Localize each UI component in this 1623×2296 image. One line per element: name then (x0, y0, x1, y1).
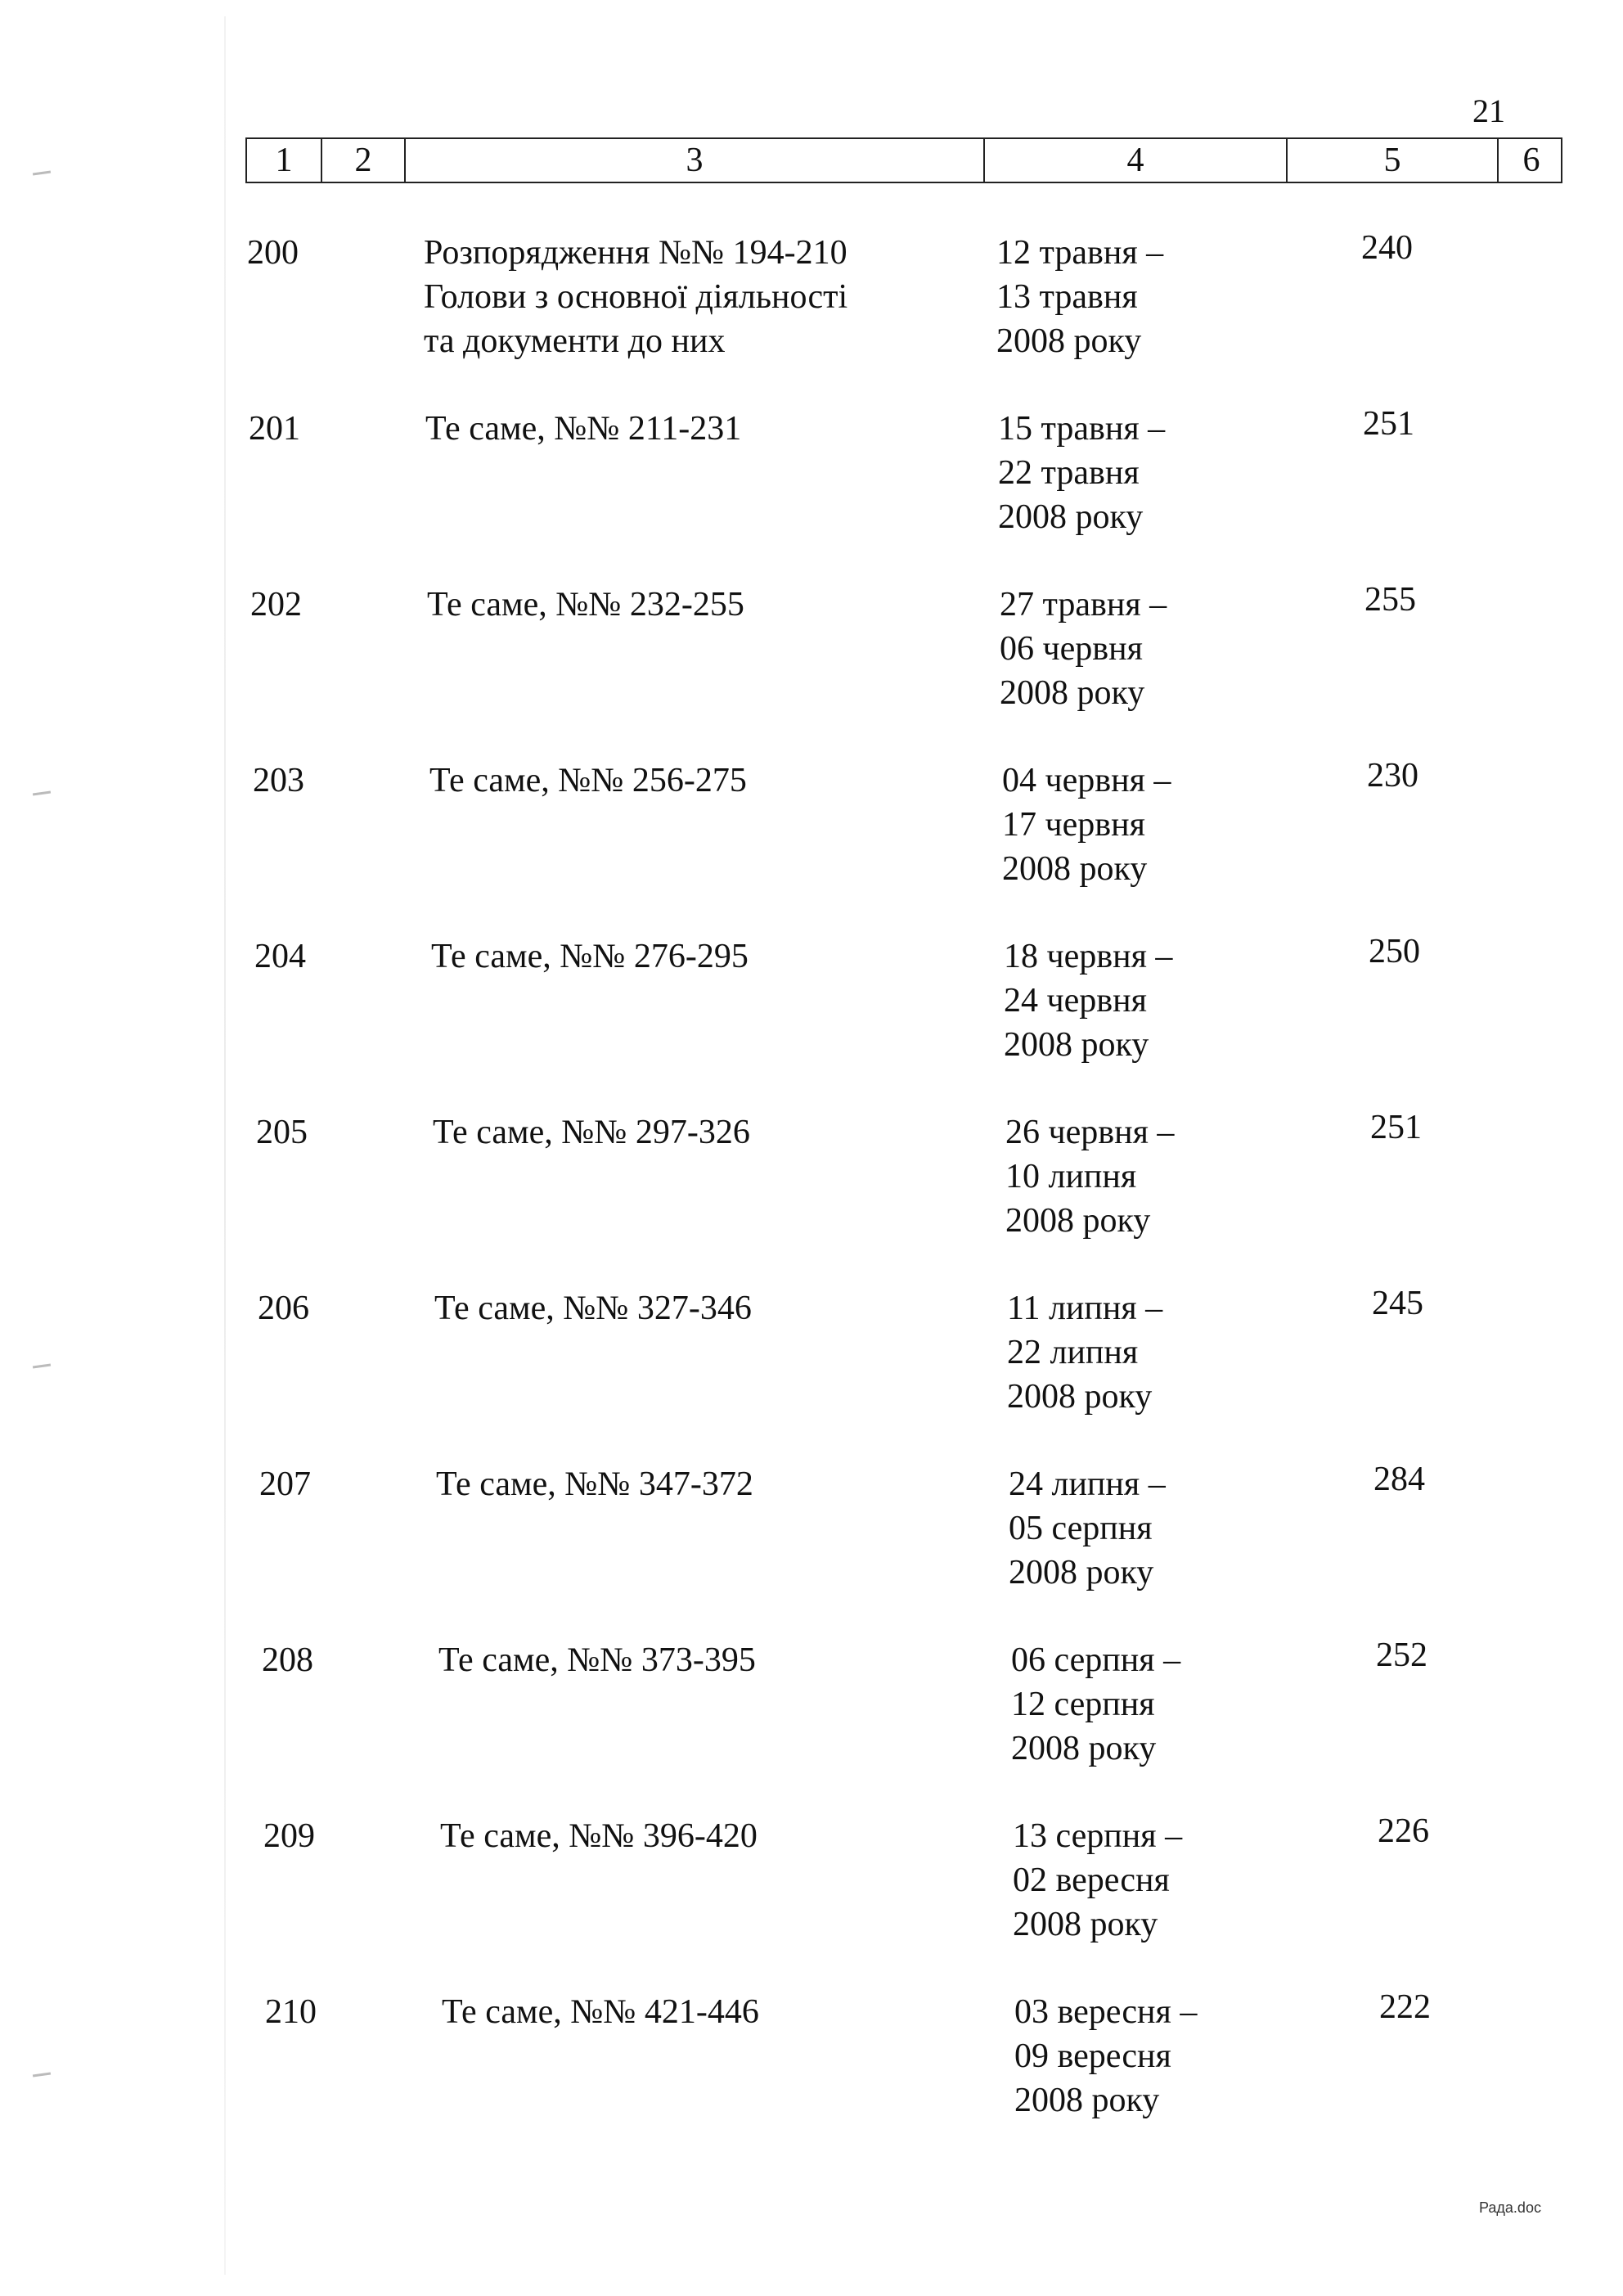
record-number: 203 (253, 762, 304, 799)
description-line: Те саме, №№ 297-326 (433, 1114, 750, 1151)
date-line: 2008 року (1004, 1026, 1149, 1064)
date-line: 24 липня – (1009, 1465, 1166, 1503)
record-number: 206 (258, 1290, 309, 1327)
record-page-count: 252 (1376, 1636, 1427, 1674)
record-date-range (1014, 1990, 1197, 2123)
record-number: 200 (247, 234, 299, 272)
record-date-range (996, 231, 1163, 363)
description-line: Голови з основної діяльності (424, 278, 848, 316)
date-line: 17 червня (1002, 806, 1145, 844)
record-description (427, 583, 744, 627)
page-number: 21 (1472, 92, 1505, 129)
description-line: та документи до них (424, 322, 726, 360)
table-row (0, 407, 1623, 579)
table-row (0, 583, 1623, 754)
record-description (438, 1638, 756, 1682)
record-number: 209 (263, 1817, 315, 1855)
record-date-range (1009, 1462, 1166, 1595)
record-description (442, 1990, 759, 2034)
header-col-5: 5 (1383, 142, 1401, 179)
date-line: 2008 року (1013, 1906, 1158, 1943)
record-description (433, 1110, 750, 1155)
description-line: Розпорядження №№ 194-210 (424, 234, 847, 272)
description-line: Те саме, №№ 347-372 (436, 1465, 753, 1503)
description-line: Те саме, №№ 211-231 (425, 410, 742, 448)
record-number: 207 (259, 1465, 311, 1503)
date-line: 12 травня – (996, 234, 1164, 272)
record-page-count: 245 (1372, 1285, 1423, 1322)
date-line: 2008 року (998, 498, 1144, 536)
record-number: 204 (254, 938, 306, 975)
date-line: 18 червня – (1004, 938, 1173, 975)
record-page-count: 240 (1361, 229, 1413, 267)
date-line: 26 червня – (1005, 1114, 1175, 1151)
record-date-range (1002, 759, 1171, 891)
date-line: 13 травня (996, 278, 1138, 316)
header-col-1: 1 (247, 139, 322, 182)
date-line: 2008 року (1000, 674, 1145, 712)
record-description (436, 1462, 753, 1506)
record-date-range (998, 407, 1165, 539)
margin-mark (33, 170, 51, 175)
description-line: Те саме, №№ 256-275 (429, 762, 747, 799)
record-description (429, 759, 747, 803)
header-col-2: 2 (322, 139, 406, 182)
table-row (0, 1286, 1623, 1458)
date-line: 2008 року (1007, 1378, 1153, 1416)
record-page-count: 255 (1364, 581, 1416, 619)
date-line: 2008 року (1005, 1202, 1151, 1240)
date-line: 12 серпня (1011, 1686, 1155, 1723)
record-page-count: 226 (1378, 1812, 1429, 1850)
date-line: 02 вересня (1013, 1862, 1170, 1899)
table-row (0, 231, 1623, 403)
record-date-range (1007, 1286, 1162, 1419)
description-line: Те саме, №№ 421-446 (442, 1993, 759, 2031)
record-number: 205 (256, 1114, 308, 1151)
table-row (0, 759, 1623, 930)
record-description (440, 1814, 758, 1858)
description-line: Те саме, №№ 373-395 (438, 1641, 756, 1679)
record-date-range (1000, 583, 1167, 715)
record-description (431, 934, 749, 979)
record-date-range (1011, 1638, 1180, 1771)
date-line: 22 липня (1007, 1334, 1139, 1371)
date-line: 2008 року (996, 322, 1142, 360)
table-row (0, 1814, 1623, 1986)
record-date-range (1005, 1110, 1174, 1243)
record-page-count: 230 (1367, 757, 1418, 795)
record-number: 208 (262, 1641, 313, 1679)
header-col-3: 3 (406, 139, 985, 182)
record-page-count: 251 (1370, 1109, 1422, 1146)
date-line: 05 серпня (1009, 1510, 1153, 1547)
table-row (0, 934, 1623, 1106)
header-col-6: 6 (1497, 139, 1564, 182)
date-line: 24 червня (1004, 982, 1147, 1020)
header-col-4: 4 (985, 139, 1288, 182)
record-number: 210 (265, 1993, 317, 2031)
date-line: 15 травня – (998, 410, 1166, 448)
description-line: Те саме, №№ 396-420 (440, 1817, 758, 1855)
footer-filename: Рада.doc (1479, 2199, 1541, 2216)
date-line: 09 вересня (1014, 2037, 1171, 2075)
record-page-count: 251 (1363, 405, 1414, 443)
record-description (424, 231, 847, 363)
record-number: 201 (249, 410, 300, 448)
record-page-count: 222 (1379, 1988, 1431, 2026)
table-row (0, 1462, 1623, 1634)
record-page-count: 284 (1373, 1461, 1425, 1498)
date-line: 2008 року (1014, 2082, 1160, 2119)
record-page-count: 250 (1369, 933, 1420, 970)
date-line: 11 липня – (1007, 1290, 1163, 1327)
date-line: 27 травня – (1000, 586, 1167, 624)
date-line: 2008 року (1002, 850, 1148, 888)
description-line: Те саме, №№ 327-346 (434, 1290, 752, 1327)
date-line: 04 червня – (1002, 762, 1171, 799)
description-line: Те саме, №№ 276-295 (431, 938, 749, 975)
date-line: 13 серпня – (1013, 1817, 1183, 1855)
record-date-range (1004, 934, 1172, 1067)
record-number: 202 (250, 586, 302, 624)
date-line: 06 червня (1000, 630, 1143, 668)
date-line: 2008 року (1009, 1554, 1154, 1591)
date-line: 03 вересня – (1014, 1993, 1198, 2031)
record-description (434, 1286, 752, 1330)
date-line: 2008 року (1011, 1730, 1157, 1767)
record-date-range (1013, 1814, 1182, 1947)
date-line: 10 липня (1005, 1158, 1137, 1195)
date-line: 22 травня (998, 454, 1140, 492)
table-header-row (245, 137, 1562, 183)
description-line: Те саме, №№ 232-255 (427, 586, 744, 624)
table-row (0, 1990, 1623, 2162)
record-description (425, 407, 741, 451)
date-line: 06 серпня – (1011, 1641, 1181, 1679)
table-row (0, 1638, 1623, 1810)
table-row (0, 1110, 1623, 1282)
